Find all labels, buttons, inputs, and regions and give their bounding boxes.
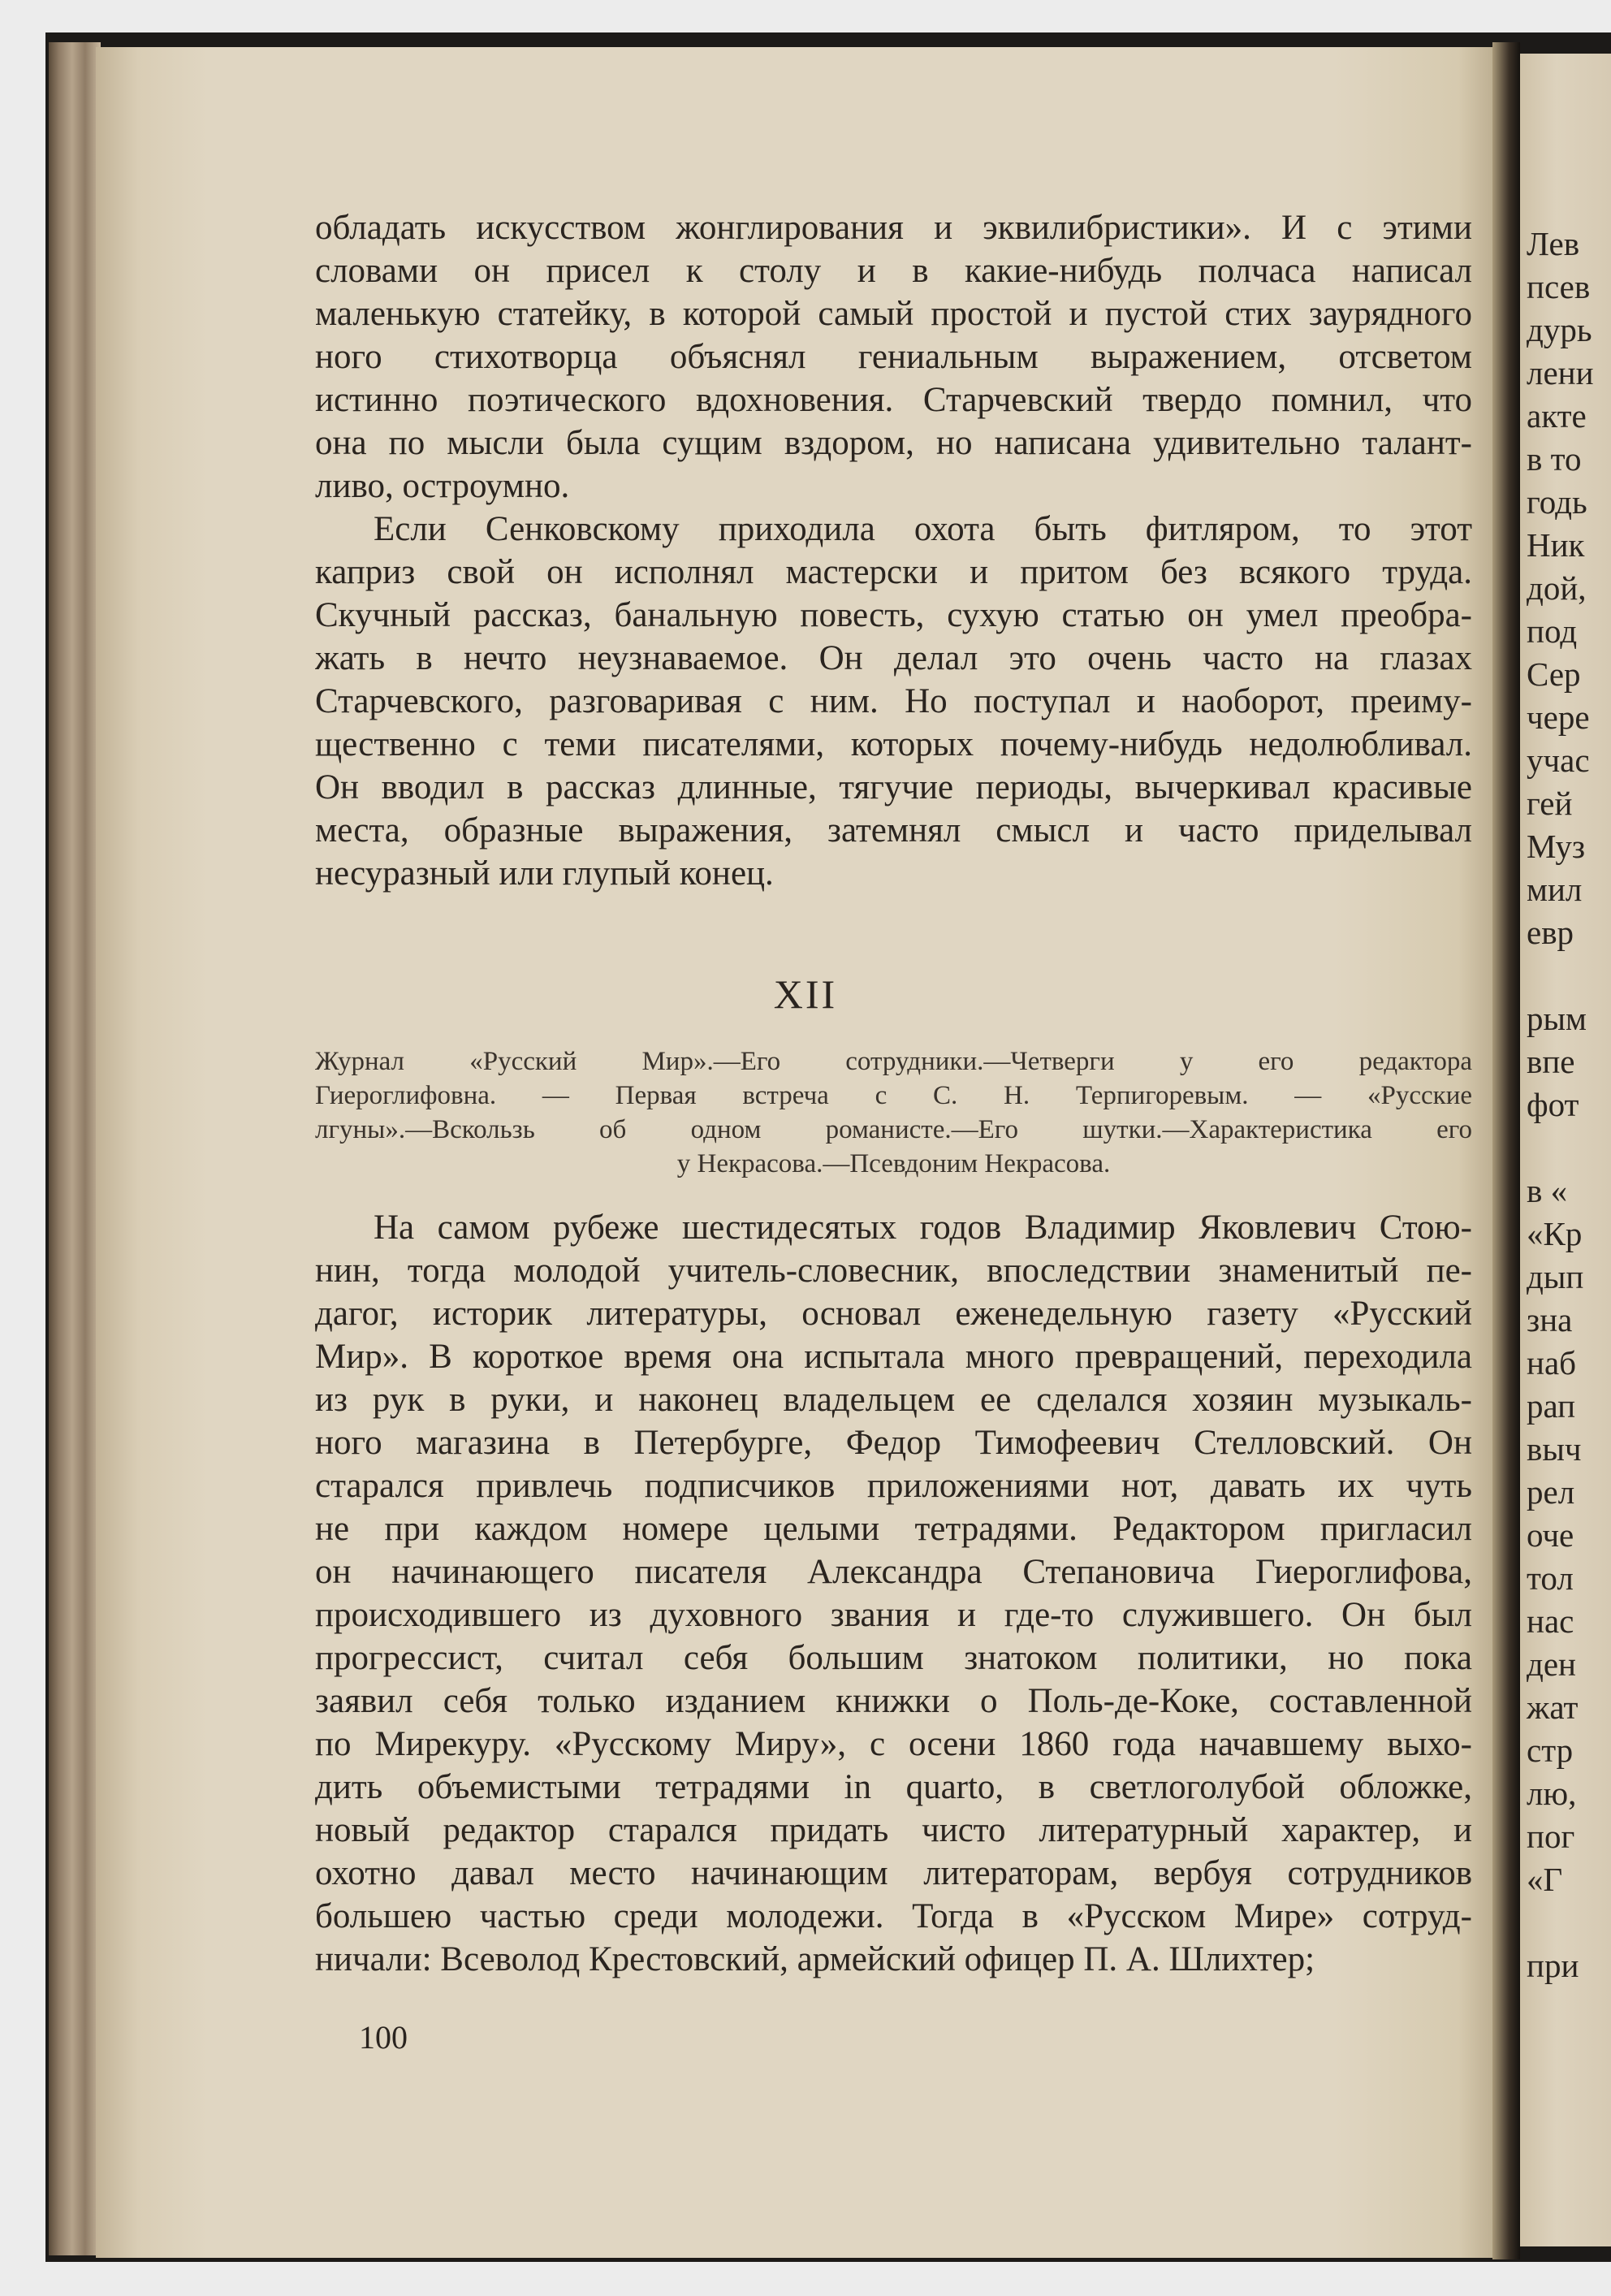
facing-page-line: Сер (1527, 655, 1581, 693)
text-line: большею частью среди молодежи. Тогда в «Русском Мире» сотруд- (315, 1897, 1472, 1935)
facing-page-line: евр (1527, 914, 1574, 951)
text-line: ного стихотворца объяснял гениальным выражением, отсветом (315, 338, 1472, 376)
text-line: ного магазина в Петербурге, Федор Тимофеевич Стелловский. Он (315, 1424, 1472, 1462)
text-line: жать в нечто неузнаваемое. Он делал это очень часто на глазах (315, 639, 1472, 677)
text-line: дить объемистыми тетрадями in quarto, в светлоголубой обложке, (315, 1768, 1472, 1806)
text-line: у Некрасова.—Псевдоним Некрасова. (676, 1149, 1111, 1178)
text-line: Мир». В короткое время она испытала много превращений, переходила (315, 1338, 1472, 1376)
facing-page-line: мил (1527, 871, 1583, 908)
text-line: прогрессист, считал себя большим знатоком политики, но пока (315, 1639, 1472, 1677)
facing-page-line: при (1527, 1947, 1579, 1984)
paragraph-3 (315, 1206, 1472, 1981)
facing-page-line: дой, (1527, 569, 1587, 607)
paragraph-1 (315, 206, 1472, 508)
facing-page-line: тол (1527, 1559, 1574, 1597)
paragraph-block-bottom (315, 1206, 1472, 1981)
page-number: 100 (359, 2019, 408, 2056)
text-line: из рук в руки, и наконец владельцем ее сделался хозяин музыкаль- (315, 1381, 1472, 1419)
facing-page-line: годь (1527, 483, 1587, 521)
facing-page-line: нас (1527, 1602, 1574, 1640)
text-line: новый редактор старался придать чисто литературный характер, и (315, 1811, 1472, 1849)
facing-page-text (1527, 223, 1611, 1987)
facing-page-line: псев (1527, 268, 1591, 305)
text-line: охотно давал место начинающим литераторам, вербуя сотрудников (315, 1854, 1472, 1892)
facing-page-line (1527, 1126, 1611, 1170)
text-line: дагог, историк литературы, основал еженедельную газету «Русский (315, 1295, 1472, 1333)
facing-page-line: учас (1527, 742, 1590, 779)
facing-page-line: в то (1527, 440, 1582, 478)
text-line: старался привлечь подписчиков приложениями нот, давать их чуть (315, 1467, 1472, 1505)
text-line: она по мысли была сущим вздором, но написана удивительно талант- (315, 424, 1472, 462)
text-line: несуразный или глупый конец. (315, 854, 774, 893)
text-line: Скучный рассказ, банальную повесть, сухую статью он умел преобра- (315, 596, 1472, 634)
book-gutter (1492, 42, 1520, 2259)
text-line: На самом рубеже шестидесятых годов Владимир Яковлевич Стою- (374, 1209, 1472, 1247)
facing-page-line: рап (1527, 1387, 1576, 1425)
text-line: маленькую статейку, в которой самый простой и пустой стих заурядного (315, 295, 1472, 333)
facing-page-line: дып (1527, 1258, 1584, 1295)
text-line: заявил себя только изданием книжки о Поль-де-Коке, составленной (315, 1682, 1472, 1720)
text-line: места, образные выражения, затемнял смысл и часто приделывал (315, 811, 1472, 850)
text-line: он начинающего писателя Александра Степановича Гиероглифова, (315, 1553, 1472, 1591)
facing-page-line: зна (1527, 1301, 1573, 1338)
facing-page-line: рел (1527, 1473, 1575, 1511)
facing-page-line: чере (1527, 698, 1590, 736)
text-line: Журнал «Русский Мир».—Его сотрудники.—Четверги у его редактора (315, 1047, 1472, 1076)
facing-page-line: рым (1527, 1000, 1587, 1037)
facing-page-line: в « (1527, 1172, 1568, 1209)
facing-page-line: впе (1527, 1043, 1575, 1080)
facing-page-line: Ник (1527, 526, 1585, 564)
facing-page-line: Муз (1527, 828, 1586, 865)
facing-page-line: дурь (1527, 311, 1592, 348)
text-line: Старчевского, разговаривая с ним. Но поступал и наоборот, преиму- (315, 682, 1472, 720)
text-line: происходившего из духовного звания и где-то служившего. Он был (315, 1596, 1472, 1634)
facing-page-line: наб (1527, 1344, 1576, 1381)
facing-page-line: гей (1527, 785, 1573, 822)
text-line: Если Сенковскому приходила охота быть фитляром, то этот (374, 510, 1472, 548)
text-line: не при каждом номере целыми тетрадями. Редактором пригласил (315, 1510, 1472, 1548)
facing-page-line: акте (1527, 397, 1587, 435)
chapter-summary (315, 1044, 1472, 1181)
text-line: щественно с теми писателями, которых почему-нибудь недолюбливал. (315, 725, 1472, 763)
facing-page-fragment (1520, 54, 1611, 2246)
facing-page-line: «Кр (1527, 1215, 1583, 1252)
facing-page-line: под (1527, 612, 1578, 650)
facing-page-line: лени (1527, 354, 1594, 391)
facing-page-line: фот (1527, 1086, 1579, 1123)
chapter-number: XII (773, 971, 838, 1017)
book-page-edges (49, 42, 101, 2255)
facing-page-line: оче (1527, 1516, 1574, 1554)
facing-page-line: «Г (1527, 1861, 1563, 1898)
text-line: Он вводил в рассказ длинные, тягучие периоды, вычеркивал красивые (315, 768, 1472, 806)
text-line: словами он присел к столу и в какие-нибудь полчаса написал (315, 252, 1472, 290)
facing-page-line: пог (1527, 1818, 1575, 1855)
facing-page-line: Лев (1527, 225, 1580, 262)
paragraph-block-top (315, 206, 1472, 895)
text-line: обладать искусством жонглирования и эквилибристики». И с этими (315, 209, 1472, 247)
text-line: нин, тогда молодой учитель-словесник, впоследствии знаменитый пе- (315, 1252, 1472, 1290)
text-line: каприз свой он исполнял мастерски и притом без всякого труда. (315, 553, 1472, 591)
text-line: Гиероглифовна. — Первая встреча с С. Н. Терпигоревым. — «Русские (315, 1081, 1472, 1110)
facing-page-line: ден (1527, 1645, 1576, 1683)
facing-page-line: жат (1527, 1688, 1579, 1726)
text-line: ничали: Всеволод Крестовский, армейский офицер П. А. Шлихтер; (315, 1940, 1315, 1978)
facing-page-line (1527, 1901, 1611, 1944)
text-line: истинно поэтического вдохновения. Старчевский твердо помнил, что (315, 381, 1472, 419)
facing-page-line: выч (1527, 1430, 1582, 1468)
facing-page-line: лю, (1527, 1775, 1577, 1812)
text-line: ливо, остроумно. (315, 467, 570, 505)
paragraph-2 (315, 508, 1472, 895)
text-line: лгуны».—Вскользь об одном романисте.—Его шутки.—Характеристика его (315, 1115, 1472, 1144)
text-line: по Мирекуру. «Русскому Миру», с осени 1860 года начавшему выхо- (315, 1725, 1472, 1763)
facing-page-line: стр (1527, 1732, 1574, 1769)
